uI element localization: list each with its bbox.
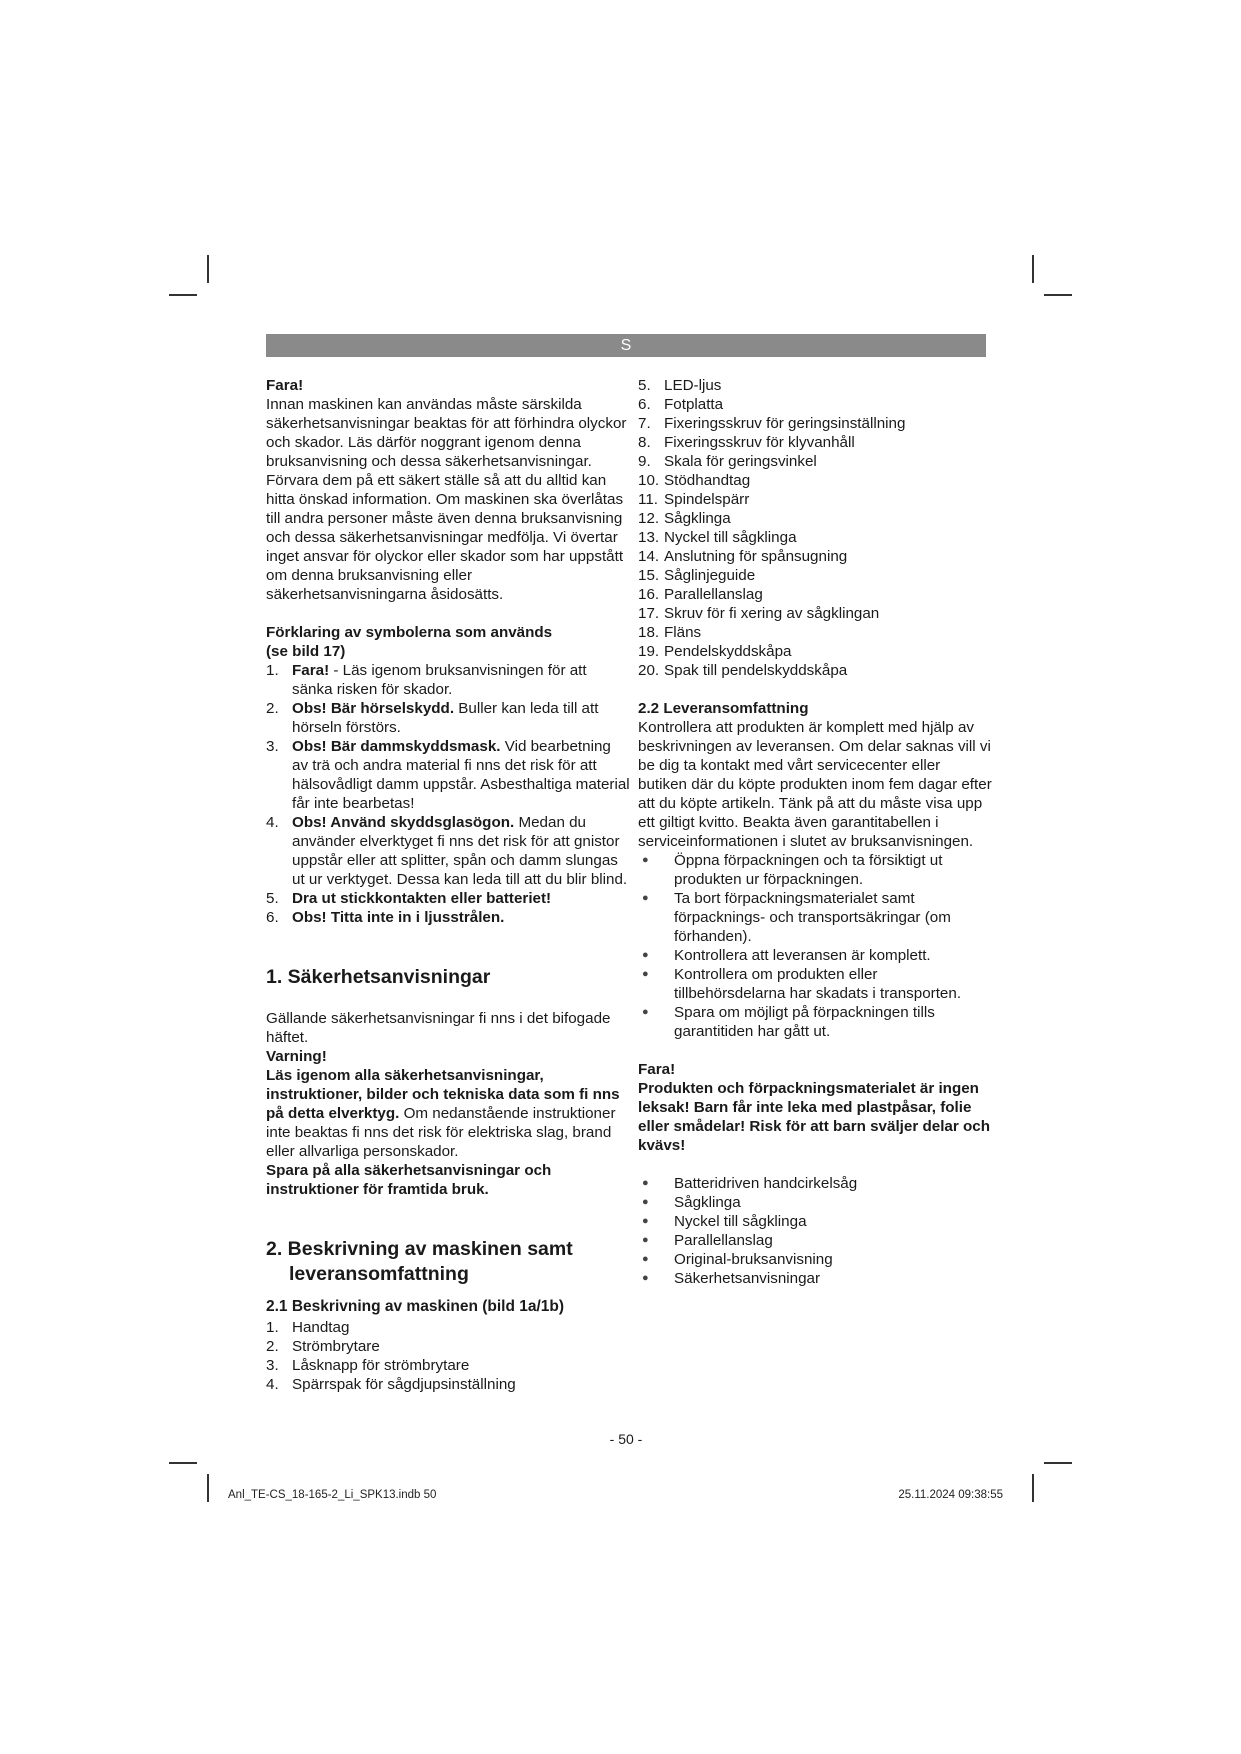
symbol-bold-text: Obs! Bär dammskyddsmask. <box>292 738 501 755</box>
crop-mark <box>207 255 209 283</box>
symbol-text <box>292 813 631 889</box>
symbol-number: 3. <box>266 738 279 755</box>
content-item <box>638 1231 993 1250</box>
content-item <box>638 1174 993 1193</box>
crop-mark <box>1044 1462 1072 1464</box>
page-number: - 50 - <box>609 1431 643 1447</box>
content-item-text: Säkerhetsanvisningar <box>674 1270 821 1287</box>
content-item <box>638 1269 993 1288</box>
symbol-desc: Medan du använder elverktyget fi nns det risk för att gnistor uppstår eller att splitter, spån och damm slungas ut ur verktyget. Dessa kan leda till att du blir blind. <box>292 814 628 888</box>
warning-text: Om nedanstående instruktioner inte beaktas fi nns det risk för elektriska slag, brand eller allvarliga personskador. <box>266 1105 616 1160</box>
crop-mark <box>1044 294 1072 296</box>
symbol-bold-text: Fara! <box>292 662 330 679</box>
right-column <box>638 376 993 1288</box>
symbol-text <box>292 661 631 699</box>
content-item <box>638 1193 993 1212</box>
crop-mark <box>1032 255 1034 283</box>
danger-text-right: Produkten och förpackningsmaterialet är ingen leksak! Barn får inte leka med plastpåsar, folie eller smådelar! Risk för att barn sväljer delar och kvävs! <box>638 1080 990 1154</box>
symbol-text <box>292 737 631 813</box>
part-item <box>638 395 993 414</box>
part-item <box>638 623 993 642</box>
symbol-bold-text: Obs! Titta inte in i ljusstrålen. <box>292 909 505 926</box>
part-name: Fotplatta <box>664 396 724 413</box>
symbol-number: 4. <box>266 814 279 831</box>
section-2-title: 2. Beskrivning av maskinen samt <box>266 1238 573 1260</box>
part-name: Stödhandtag <box>664 472 751 489</box>
content-item-text: Batteridriven handcirkelsåg <box>674 1175 858 1192</box>
part-item <box>638 433 993 452</box>
content-item-text: Original-bruksanvisning <box>674 1251 833 1268</box>
symbol-item <box>266 737 631 813</box>
part-number: 19. <box>638 643 660 660</box>
bullet-icon: ● <box>642 1177 649 1189</box>
step-item-text: Kontrollera om produkten eller tillbehörsdelarna har skadats i transporten. <box>674 966 962 1002</box>
part-number: 2. <box>266 1338 279 1355</box>
step-item <box>638 946 993 965</box>
section-2-title-cont: leveransomfattning <box>289 1263 469 1285</box>
crop-mark <box>169 294 197 296</box>
step-item-text: Ta bort förpackningsmaterialet samt förpacknings- och transportsäkringar (om förhanden). <box>674 890 951 945</box>
delivery-contents <box>638 1174 993 1288</box>
part-item <box>638 452 993 471</box>
part-name: Anslutning för spånsugning <box>664 548 848 565</box>
step-item <box>638 889 993 946</box>
part-item <box>638 509 993 528</box>
part-number: 20. <box>638 662 660 679</box>
part-number: 1. <box>266 1319 279 1336</box>
symbols-heading-ref: (se bild 17) <box>266 643 346 660</box>
symbol-item <box>266 813 631 889</box>
part-number: 18. <box>638 624 660 641</box>
part-name: Parallellanslag <box>664 586 763 603</box>
part-item <box>638 471 993 490</box>
symbol-item <box>266 889 631 908</box>
part-number: 4. <box>266 1376 279 1393</box>
part-item <box>638 547 993 566</box>
warning-title: Varning! <box>266 1048 327 1065</box>
step-item <box>638 1003 993 1041</box>
part-item <box>266 1375 631 1394</box>
danger-title: Fara! <box>266 377 304 394</box>
content-item <box>638 1250 993 1269</box>
part-number: 8. <box>638 434 651 451</box>
section-1-text: Gällande säkerhetsanvisningar fi nns i det bifogade häftet. <box>266 1010 611 1046</box>
bullet-icon: ● <box>642 854 649 866</box>
symbol-number: 2. <box>266 700 279 717</box>
part-number: 11. <box>638 491 658 508</box>
symbol-bold-text: Obs! Använd skyddsglasögon. <box>292 814 515 831</box>
part-name: Handtag <box>292 1319 350 1336</box>
part-name: Spärrspak för sågdjupsinställning <box>292 1376 516 1393</box>
part-number: 10. <box>638 472 660 489</box>
part-number: 13. <box>638 529 660 546</box>
part-number: 17. <box>638 605 660 622</box>
content-item-text: Nyckel till sågklinga <box>674 1213 807 1230</box>
symbol-number: 6. <box>266 909 279 926</box>
part-item <box>638 661 993 680</box>
part-name: Pendelskyddskåpa <box>664 643 792 660</box>
section-2-2-text: Kontrollera att produkten är komplett med hjälp av beskrivningen av leveransen. Om delar saknas vill vi be dig ta kontakt med vårt servicecenter eller butiken där du köpte produkten inom fem dagar efter att du köpte artikeln. Tänk på att du måste visa upp ett giltigt kvitto. Beakta även garantitabellen i serviceinformationen i slutet av bruksanvisningen. <box>638 719 992 850</box>
part-name: Skruv för fi xering av sågklingan <box>664 605 880 622</box>
warning-paragraph <box>266 1066 631 1161</box>
step-item <box>638 965 993 1003</box>
symbol-bold-text: Dra ut stickkontakten eller batteriet! <box>292 890 552 907</box>
step-item-text: Kontrollera att leveransen är komplett. <box>674 947 931 964</box>
part-number: 15. <box>638 567 660 584</box>
symbol-number: 5. <box>266 890 279 907</box>
part-name: Fixeringsskruv för geringsinställning <box>664 415 906 432</box>
step-item <box>638 851 993 889</box>
part-item <box>266 1318 631 1337</box>
part-number: 16. <box>638 586 660 603</box>
part-item <box>638 566 993 585</box>
part-name: Sågklinga <box>664 510 731 527</box>
content-item-text: Sågklinga <box>674 1194 741 1211</box>
symbols-heading: Förklaring av symbolerna som används <box>266 624 553 641</box>
save-instructions: Spara på alla säkerhetsanvisningar och instruktioner för framtida bruk. <box>266 1162 552 1198</box>
part-item <box>638 490 993 509</box>
bullet-icon: ● <box>642 1006 649 1018</box>
symbol-item <box>266 661 631 699</box>
part-number: 14. <box>638 548 660 565</box>
part-name: Spak till pendelskyddskåpa <box>664 662 848 679</box>
step-item-text: Öppna förpackningen och ta försiktigt ut produkten ur förpackningen. <box>674 852 943 888</box>
bullet-icon: ● <box>642 1253 649 1265</box>
unpacking-steps <box>638 851 993 1041</box>
section-2-2-title: 2.2 Leveransomfattning <box>638 700 809 717</box>
bullet-icon: ● <box>642 949 649 961</box>
part-name: Nyckel till sågklinga <box>664 529 797 546</box>
part-item <box>266 1356 631 1375</box>
bullet-icon: ● <box>642 1196 649 1208</box>
content-item <box>638 1212 993 1231</box>
bullet-icon: ● <box>642 968 649 980</box>
part-item <box>638 604 993 623</box>
part-name: Fläns <box>664 624 702 641</box>
part-item <box>638 528 993 547</box>
part-name: Spindelspärr <box>664 491 750 508</box>
footer-file-name: Anl_TE-CS_18-165-2_Li_SPK13.indb 50 <box>228 1489 437 1501</box>
part-number: 9. <box>638 453 651 470</box>
left-column <box>266 376 631 1394</box>
bullet-icon: ● <box>642 892 649 904</box>
part-name: Fixeringsskruv för klyvanhåll <box>664 434 855 451</box>
bullet-icon: ● <box>642 1234 649 1246</box>
part-name: Strömbrytare <box>292 1338 380 1355</box>
part-number: 5. <box>638 377 651 394</box>
danger-text: Innan maskinen kan användas måste särskilda säkerhetsanvisningar beaktas för att förhindra olyckor och skador. Läs därför noggrant igenom denna bruksanvisning och dessa säkerhetsanvisningar. Förvara dem på ett säkert ställe så att du alltid kan hitta önskad information. Om maskinen ska överlåtas till andra personer måste även denna bruksanvisning och dessa säkerhetsanvisningar medfölja. Vi övertar inget ansvar för olyckor eller skador som har uppstått om denna bruksanvisning eller säkerhetsanvisningarna åsidosätts. <box>266 396 627 603</box>
part-number: 3. <box>266 1357 279 1374</box>
footer-timestamp: 25.11.2024 09:38:55 <box>898 1489 1003 1501</box>
part-number: 7. <box>638 415 651 432</box>
language-code: S <box>620 337 632 354</box>
bullet-icon: ● <box>642 1215 649 1227</box>
section-2-1-title: 2.1 Beskrivning av maskinen (bild 1a/1b) <box>266 1298 565 1315</box>
symbol-desc: Vid bearbetning av trä och andra material fi nns det risk för att hälsovådligt damm uppstår. Asbesthaltiga material får inte bearbetas! <box>292 738 630 812</box>
part-name: Såglinjeguide <box>664 567 756 584</box>
part-item <box>638 414 993 433</box>
part-item <box>638 376 993 395</box>
symbol-text <box>292 889 631 908</box>
parts-list-left <box>266 1318 631 1394</box>
part-number: 6. <box>638 396 651 413</box>
language-header-bar <box>266 334 986 357</box>
danger-title-right: Fara! <box>638 1061 676 1078</box>
section-1-title: 1. Säkerhetsanvisningar <box>266 966 491 988</box>
parts-list-right <box>638 376 993 680</box>
part-number: 12. <box>638 510 660 527</box>
part-name: LED-ljus <box>664 377 722 394</box>
part-item <box>638 585 993 604</box>
symbol-bold-text: Obs! Bär hörselskydd. <box>292 700 455 717</box>
part-item <box>638 642 993 661</box>
symbol-text <box>292 908 631 927</box>
symbols-list <box>266 661 631 927</box>
bullet-icon: ● <box>642 1272 649 1284</box>
crop-mark <box>1032 1474 1034 1502</box>
crop-mark <box>207 1474 209 1502</box>
part-item <box>266 1337 631 1356</box>
part-name: Låsknapp för strömbrytare <box>292 1357 470 1374</box>
symbol-text <box>292 699 631 737</box>
symbol-number: 1. <box>266 662 279 679</box>
crop-mark <box>169 1462 197 1464</box>
symbol-item <box>266 908 631 927</box>
symbol-item <box>266 699 631 737</box>
warning-bold-text: Läs igenom alla säkerhetsanvisningar, instruktioner, bilder och tekniska data som fi nns på detta elverktyg. <box>266 1067 620 1122</box>
content-item-text: Parallellanslag <box>674 1232 773 1249</box>
step-item-text: Spara om möjligt på förpackningen tills garantitiden har gått ut. <box>674 1004 935 1040</box>
symbol-desc: - Läs igenom bruksanvisningen för att sänka risken för skador. <box>292 662 587 698</box>
symbol-desc: Buller kan leda till att hörseln förstörs. <box>292 700 599 736</box>
part-name: Skala för geringsvinkel <box>664 453 817 470</box>
